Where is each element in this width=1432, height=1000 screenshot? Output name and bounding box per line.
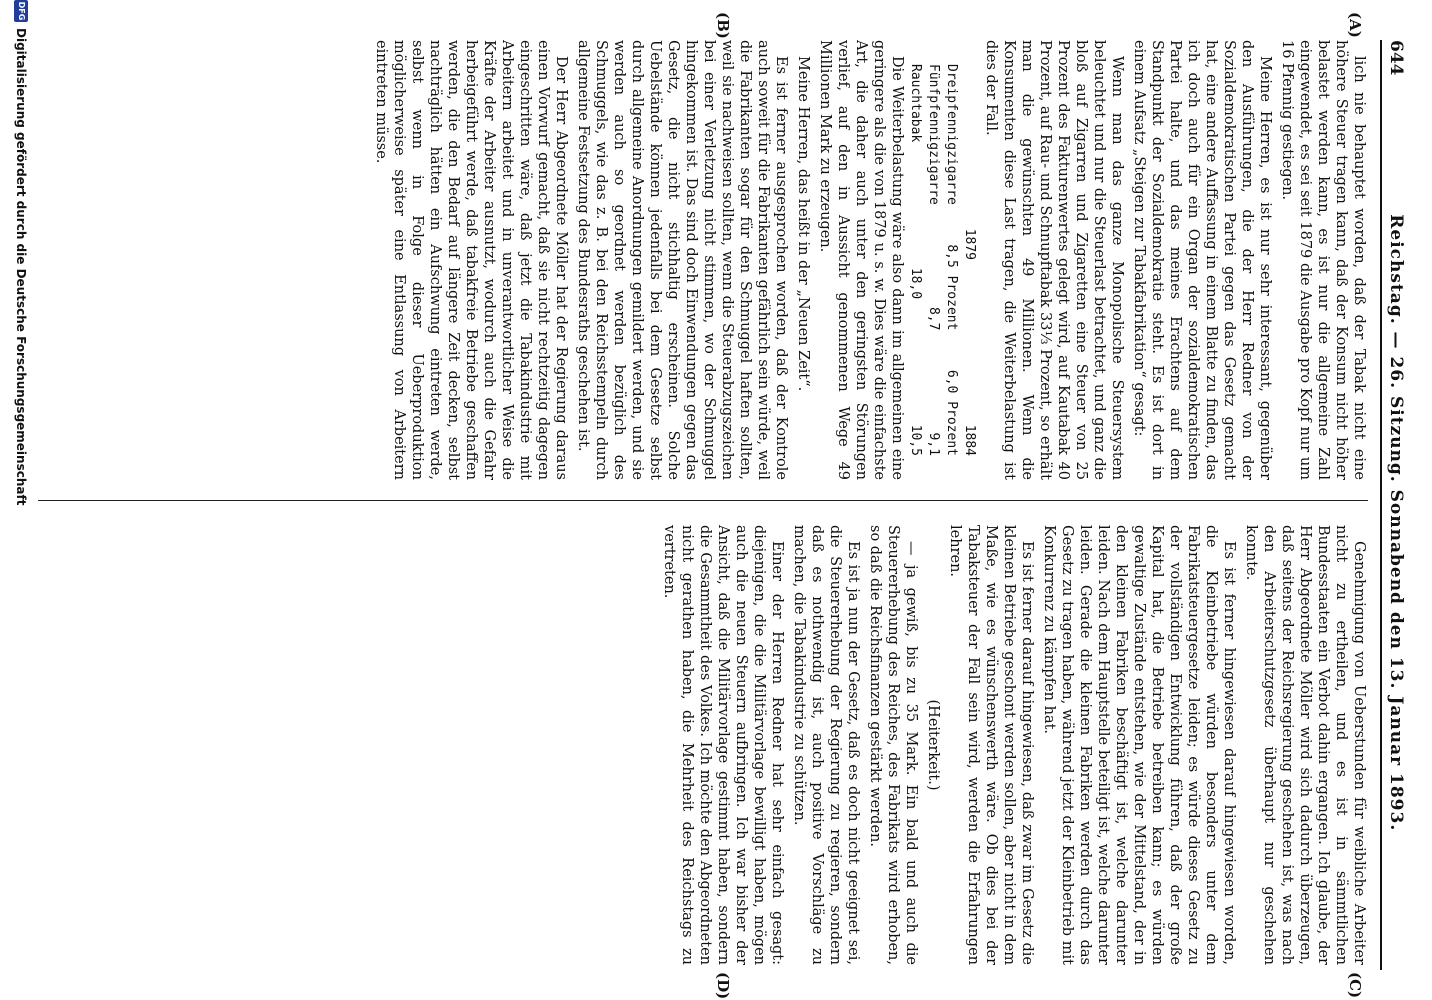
table-cell: 18,0 [908,267,923,300]
left-paragraph: Meine Herren, das heißt in der „Neuen Zeit“. [795,56,811,392]
left-paragraph: Der Herr Abgeordnete Möller hat der Regierung daraus einen Vorwurf gemacht, daß sie nicht rechtzeitig dagegen eingeschritten wäre, daß jetzt die Tabakindustrie mit Arbeitern arbeitet und in unverantwortlicher Weise die Kräfte der Arbeiter ausnutzt, wodurch auch die Gefahr herbeigeführt werde, daß tabakfreie Betriebe geschaffen werden, die den Bedarf auf längere Zeit decken, selbst nachträglich hätten ein Aufschwung eintreten werde, selbst wenn in Folge dieser Ueberproduktion möglicherweise später eine Entlassung von Arbeitern eintreten müsse. [373,40,569,480]
table-cell: 9,1 [926,432,941,456]
digitization-credit [10,0,32,1000]
table-cell: 8,5 Prozent [944,244,959,331]
left-paragraph: lich nie behauptet worden, daß der Tabak nicht eine höhere Steuer tragen kann, daß der Konsum nicht höher belastet werden kann, es ist nur die allgemeine Zahl eingewendet, es sei seit 1879 die Ausgabe pro Kopf nur um 16 Pfennig gestiegen. [1279,40,1367,480]
right-paragraph: Genehmigung von Ueberstunden für weibliche Arbeiter nicht zu ertheilen, und es ist in sämmtlichen Bundesstaaten ein Verbot dahin ergangen. Ich glaube, der Herr Abgeordnete Möller wird sich dadurch überzeugen, daß seitens der Reichsregierung geschehen ist, was nach den Arbeiterschutzgesetz überhaupt nur geschehen konnte. [1243,525,1367,965]
table-row [906,40,924,480]
left-paragraph: Die Weiterbelastung wäre also dann im allgemeinen eine geringere als die von 1879 u. s. w. Dies wäre die einfachste Art, die daher auch unter den geringsten Störungen verlief, auf den in Aussicht genommenen Wege 49 Millionen Mark zu erzeugen. [817,40,905,480]
margin-marker-b: (B) [714,12,732,39]
left-paragraph: Es ist ferner ausgesprochen worden, daß der Kontrole auch soweit für die Fabrikanten gefährlich sein würde, weil die Fabrikanten sogar für den Schmuggel haften sollten, weil sie nachweisen sollten, wenn die Steuerabzugszeichen bei einer Verletzung nicht stimmen, wo der Schmuggel hingekommen ist. Das sind doch Einwendungen gegen das Gesetz, die nicht stichhaltig erscheinen. Solche Uebelstände können jedenfalls bei dem Gesetze selbst durch allgemeine Anordnungen gemildert werden, und sie werden auch so geordnet werden bezüglich des Schmuggels, wie das z. B. bei den Reichsstempeln durch allgemeine Festsetzung des Bundesraths geschehen ist. [575,40,789,480]
right-paragraph: Es ist ferner hingewiesen darauf hingewiesen worden, die Kleinbetriebe würden besonders unter dem Fabrikatsteuergesetze leiden; es würde dieses Gesetz zu der vollständigen Entwicklung führen, daß der große Kapital hat, die Betriebe betreiben kann; es würden gewaltige Zustände entstehen, wie der Mittelstand, der in den kleinen Fabriken beschäftigt ist, welche darunter leiden. Nach dem Hauptstelle beteiligt ist, welche darunter leiden. Gerade die kleinen Fabriken werden durch das Gesetz zu tragen haben, während jetzt der Kleinbetrieb mit Konkurrenz zu kämpfen hat. [1041,525,1237,965]
left-paragraph: Wenn man das ganze Monopolische Steuersystem beleuchtet und nur die Steuerlast betrachtet, und ganz die bloß auf Zigarren und Zigaretten eine Steuer von 25 Prozent des Fakturenwertes gelegt wird, auf Kautabak 40 Prozent, auf Rau- und Schnupftabak 33⅓ Prozent, so erhält man die gewünschten 49 Millionen. Wenn die Konsumenten diese Last tragen, die Weiterbelastung ist dies der Fall. [983,40,1125,480]
right-column [38,525,1368,965]
table-heading-year: 1884 [962,424,977,456]
margin-marker-a: (A) [1346,12,1364,38]
right-paragraph: Einer der Herren Redner hat sehr einfach gesagt: diejenigen, die die Militärvorlage bewilligt haben, mögen auch die neuen Steuern aufbringen. Ich war bisher der Ansicht, daß die Militärvorlage gestimmt haben, sondern die Gesammtheit des Volkes. Ich möchte den Abgeordneten nicht gerathen haben, die Mehrheit des Reichstags zu vertreten. [661,525,785,965]
table-row [942,40,960,480]
dfg-logo-icon: DFG [14,0,28,22]
left-column [38,40,1368,480]
table-cell: 6,0 Prozent [944,369,959,456]
right-paragraph: Es ist ja nun der Gesetz, daß es doch nicht geeignet sei, die Steuererhebung der Regierung zu regieren, sondern daß es nothwendig ist, auch positive Vorschläge zu machen, die Tabakindustrie zu schützen. [791,525,861,965]
table-cell: 10,5 [908,424,923,456]
table-heading [960,40,978,480]
page-number: 644 [1386,40,1406,76]
page-title: Reichstag. — 26. Sitzung. Sonnabend den 13. Januar 1893. [1386,214,1406,832]
right-paragraph: Es ist ferner darauf hingewiesen, daß zwar im Gesetz die kleinen Betriebe geschont werden sollen, aber nicht in dem Maße, wie es wünschenswerth wäre. Ob dies bei der Tabaksteuer der Fall sein wird, werden die Erfahrungen lehren. [947,525,1035,965]
table-heading-year: 1879 [962,228,977,260]
column-divider [38,500,1368,501]
margin-marker-d: (D) [714,972,732,1000]
margin-marker-c: (C) [1346,972,1364,999]
table-cell: 8,7 [926,306,941,331]
left-paragraph: Meine Herren, es ist nur sehr interessant, gegenüber den Ausführungen, die der Herr Redner von der Sozialdemokratischen Partei gegen das Gesetz gemacht hat, eine andere Auffassung in einem Blatte zu finden, das ich doch auch für ein Organ der sozialdemokratischen Partei halte, und das meines Erachtens auf dem Standpunkt der Sozialdemokratie steht. Es ist dort in einem Aufsatz „Steigen zur Tabakfabrikation“ gesagt: [1131,40,1273,480]
credit-text: Digitalisierung gefördert durch die Deutsche Forschungsgemeinschaft [14,28,28,506]
interjection: (Heiterkeit.) [925,699,941,791]
page-header [1380,40,1416,970]
table-cell: Fünfpfennigzigarre [926,64,941,205]
table-row [924,40,942,480]
table-cell: Rauchtabak [908,64,923,143]
table-cell: Dreipfennigzigarre [944,64,959,205]
right-paragraph: — ja gewiß, bis zu 35 Mark. Ein bald und auch die Steuererhebung des Reiches, des Fabrikats wird erhoben, so daß die Reichsfinanzen gestärkt werden. [867,525,919,965]
